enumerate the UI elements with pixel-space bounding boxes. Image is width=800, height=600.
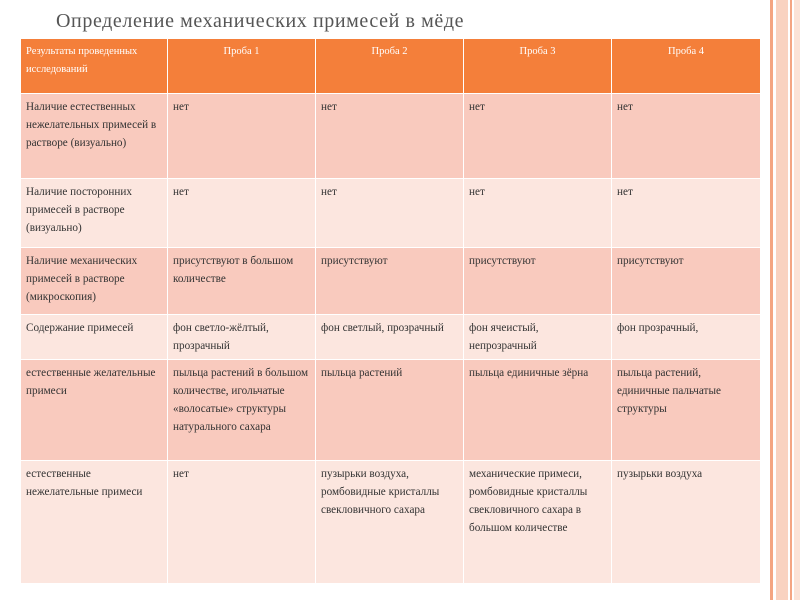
table-cell: присутствуют: [464, 248, 612, 315]
table-cell: пыльца растений, единичные пальчатые структуры: [612, 360, 761, 461]
table-cell: нет: [168, 179, 316, 248]
table-cell: фон ячеистый, непрозрачный: [464, 315, 612, 360]
table-cell: нет: [168, 94, 316, 179]
table-cell: присутствуют в большом количестве: [168, 248, 316, 315]
table-cell: механические примеси, ромбовидные кристаллы свекловичного сахара в большом количестве: [464, 461, 612, 584]
row-label: Наличие посторонних примесей в растворе (визуально): [21, 179, 168, 248]
table-cell: нет: [612, 94, 761, 179]
row-label: естественные желательные примеси: [21, 360, 168, 461]
table-cell: пыльца растений: [316, 360, 464, 461]
table-cell: нет: [464, 94, 612, 179]
row-label: Наличие естественных нежелательных примесей в растворе (визуально): [21, 94, 168, 179]
table-row: [21, 248, 761, 315]
table-row: [21, 461, 761, 584]
table-cell: фон прозрачный,: [612, 315, 761, 360]
page-title: Определение механических примесей в мёде: [56, 10, 465, 32]
row-label: Содержание примесей: [21, 315, 168, 360]
table-cell: пыльца растений в большом количестве, игольчатые «волосатые» структуры натурального сахара: [168, 360, 316, 461]
table-cell: нет: [612, 179, 761, 248]
table-row: [21, 94, 761, 179]
table-cell: пузырьки воздуха: [612, 461, 761, 584]
table-cell: нет: [316, 179, 464, 248]
header-cell-sample-3: Проба 3: [464, 39, 612, 94]
header-cell-sample-1: Проба 1: [168, 39, 316, 94]
header-cell-sample-2: Проба 2: [316, 39, 464, 94]
table-row: [21, 179, 761, 248]
header-cell-results: Результаты проведенных исследований: [21, 39, 168, 94]
row-label: естественные нежелательные примеси: [21, 461, 168, 584]
table-header-row: [21, 39, 761, 94]
table-cell: пузырьки воздуха, ромбовидные кристаллы свекловичного сахара: [316, 461, 464, 584]
table-cell: нет: [168, 461, 316, 584]
table-cell: нет: [464, 179, 612, 248]
table-cell: присутствуют: [316, 248, 464, 315]
decor-stripe: [794, 0, 800, 600]
decor-stripe: [776, 0, 788, 600]
table-cell: присутствуют: [612, 248, 761, 315]
table-cell: пыльца единичные зёрна: [464, 360, 612, 461]
table-cell: фон светло-жёлтый, прозрачный: [168, 315, 316, 360]
table-row: [21, 315, 761, 360]
table-cell: фон светлый, прозрачный: [316, 315, 464, 360]
table-cell: нет: [316, 94, 464, 179]
decor-stripe: [790, 0, 792, 600]
table-row: [21, 360, 761, 461]
row-label: Наличие механических примесей в растворе (микроскопия): [21, 248, 168, 315]
header-cell-sample-4: Проба 4: [612, 39, 761, 94]
results-table: [20, 38, 761, 584]
decor-stripe: [770, 0, 773, 600]
